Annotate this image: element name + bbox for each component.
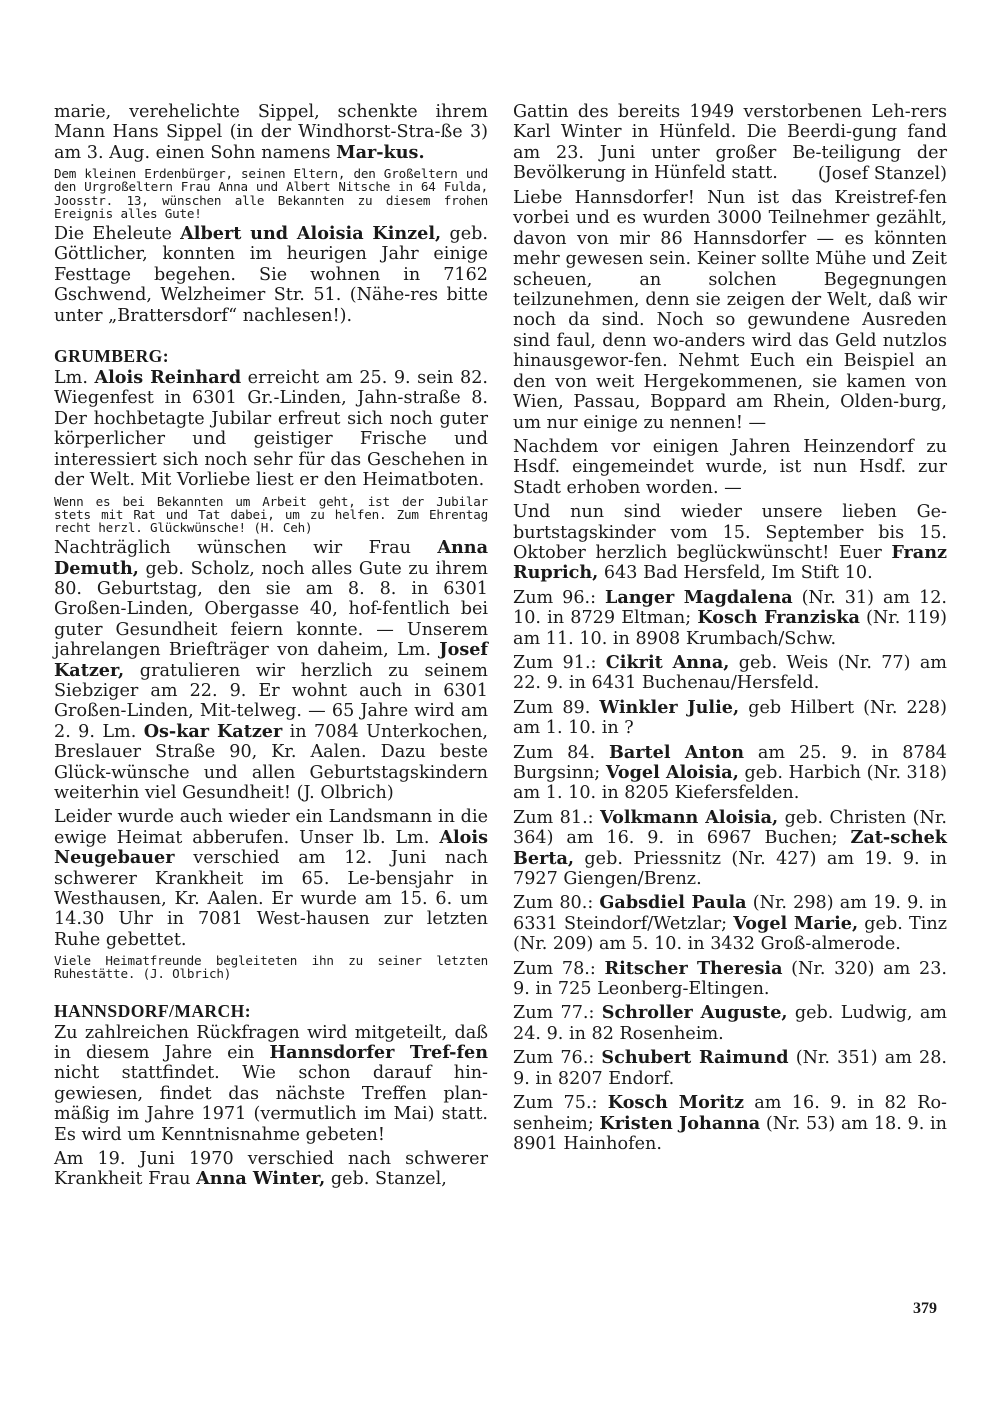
paragraph-neugebauer: Leider wurde auch wieder ein Landsmann in die ewige Heimat abberufen. Unser lb. Lm. Alois Neugebauer verschied am 12. Juni nach schwerer Krankheit im 65. Le-bensjahr in Westhausen, Kr. Aalen. Er wurde am 15. 6. um 14.30 Uhr in 7081 West-hausen zur letzten Ruhe gebettet. xyxy=(54,807,488,950)
birthday-entry-81: Zum 81.: Volkmann Aloisia, geb. Christen (Nr. 364) am 16. 9. in 6967 Buchen; Zat-schek Berta, geb. Priessnitz (Nr. 427) am 19. 9. in 7927 Giengen/Brenz. xyxy=(513,806,948,890)
name-alois-reinhard: Alois Reinhard xyxy=(94,367,242,389)
name-franz-ruprich: Franz Ruprich, xyxy=(513,541,947,584)
name-alois-neugebauer: Alois Neugebauer xyxy=(54,826,488,869)
heading-grumberg: GRUMBERG: xyxy=(54,346,170,367)
paragraph-stadt: Nachdem vor einigen Jahren Heinzendorf zu Hsdf. eingemeindet wurde, ist nun Hsdf. zur Stadt erhoben worden. — xyxy=(513,436,947,498)
birthday-entry-91: Zum 91.: Cikrit Anna, geb. Weis (Nr. 77) am 22. 9. in 6431 Buchenau/Hersfeld. xyxy=(513,651,947,694)
name-josef-katzer: Josef Katzer, xyxy=(54,639,488,681)
left-column xyxy=(54,102,488,1194)
note-reinhard: Wenn es bei Bekannten um Arbeit geht, ist der Jubilar stets mit Rat und Tat dabei, um zu helfen. Zum Ehrentag recht herzl. Glückwünsche! (H. Ceh) xyxy=(54,493,488,535)
paragraph-winter-cont: Gattin des bereits 1949 verstorbenen Leh-rers Karl Winter in Hünfeld. Die Beerdi-gung fand am 23. Juni unter großer Be-teiligung der Bevölkerung in Hünfeld statt. (Josef Stanzel) xyxy=(513,102,947,184)
heading-hannsdorf: HANNSDORF/MARCH: xyxy=(54,1000,251,1021)
name-anna-winter: Anna Winter, xyxy=(196,1168,326,1190)
name-kinzel: Albert und Aloisia Kinzel, xyxy=(180,223,442,245)
name-hannsdorfer-treffen: Hannsdorfer Tref-fen xyxy=(269,1042,489,1064)
paragraph-demuth-katzer: Nachträglich wünschen wir Frau Anna Demuth, geb. Scholz, noch alles Gute zu ihrem 80. Geburtstag, den sie am 8. 8. in 6301 Großen-Linden, Obergasse 40, hof-fentlich bei guter Gesundheit feiern konnte. — Unserem jahrelangen Briefträger von daheim, Lm. Josef Katzer, gratulieren wir herzlich zu seinem Siebziger am 22. 9. Er wohnt auch in 6301 Großen-Linden, Mit-telweg. — 65 Jahre wird am 2. 9. Lm. Os-kar Katzer in 7084 Unterkochen, Breslauer Straße 90, Kr. Aalen. Dazu beste Glück-wünsche und allen Geburtstagskindern weiterhin viel Gesundheit! (J. Olbrich) xyxy=(54,537,488,803)
birthday-entry-80: Zum 80.: Gabsdiel Paula (Nr. 298) am 19. 9. in 6331 Steindorf/Wetzlar; Vogel Marie, geb. Tinz (Nr. 209) am 5. 10. in 3432 Groß-almerode. xyxy=(513,892,947,955)
birthday-entry-75: Zum 75.: Kosch Moritz am 16. 9. in 82 Ro-senheim; Kristen Johanna (Nr. 53) am 18. 9. in 8901 Hainhofen. xyxy=(513,1092,947,1154)
paragraph-geburtstagskinder: Und nun sind wieder unsere lieben Ge-burtstagskinder vom 15. September bis 15. Oktober herzlich beglückwünscht! Euer Franz Ruprich, 643 Bad Hersfeld, Im Stift 10. xyxy=(513,502,947,584)
paragraph-birth-sippel: marie, verehelichte Sippel, schenkte ihrem Mann Hans Sippel (in der Windhorst-Stra-ße 3) am 3. Aug. einen Sohn namens Mar-kus. xyxy=(54,102,488,163)
paragraph-reinhard: Lm. Alois Reinhard erreicht am 25. 9. sein 82. Wiegenfest in 6301 Gr.-Linden, Jahn-straße 8. Der hochbetagte Jubilar erfreut sich noch guter körperlicher und geistiger Frische und interessiert sich noch sehr für das Geschehen in der Welt. Mit Vorliebe liest er den Heimatboten. xyxy=(54,367,488,491)
birthday-entry-78: Zum 78.: Ritscher Theresia (Nr. 320) am 23. 9. in 725 Leonberg-Eltingen. xyxy=(513,957,947,1000)
birthday-entry-76: Zum 76.: Schubert Raimund (Nr. 351) am 28. 9. in 8207 Endorf. xyxy=(513,1047,947,1089)
birthday-entry-96: Zum 96.: Langer Magdalena (Nr. 31) am 12. 10. in 8729 Eltman; Kosch Franziska (Nr. 119) am 11. 10. in 8908 Krumbach/Schw. xyxy=(513,586,947,649)
note-neugebauer: Viele Heimatfreunde begleiteten ihn zu seiner letzten Ruhestätte. (J. Olbrich) xyxy=(54,953,488,982)
name-oskar-katzer: Os-kar Katzer xyxy=(143,720,283,742)
paragraph-kinzel: Die Eheleute Albert und Aloisia Kinzel, geb. Göttlicher, konnten im heurigen Jahr einige Festtage begehen. Sie wohnen in 7162 Gschwend, Welzheimer Str. 51. (Nähe-res bitte unter „Brattersdorf“ nachlesen!). xyxy=(54,223,488,326)
birthday-entry-84: Zum 84. Bartel Anton am 25. 9. in 8784 Burgsinn; Vogel Aloisia, geb. Harbich (Nr. 318) am 1. 10. in 8205 Kiefersfelden. xyxy=(513,741,948,804)
right-column xyxy=(513,102,947,1158)
birthday-entry-77: Zum 77.: Schroller Auguste, geb. Ludwig, am 24. 9. in 82 Rosenheim. xyxy=(513,1002,947,1044)
signature-stanzel: (Josef Stanzel) xyxy=(817,163,947,184)
birthday-entry-89: Zum 89. Winkler Julie, geb Hilbert (Nr. 228) am 1. 10. in ? xyxy=(513,696,947,739)
paragraph-treffen: Zu zahlreichen Rückfragen wird mitgeteilt, daß in diesem Jahre ein Hannsdorfer Tref-fen nicht stattfindet. Wie schon darauf hin-gewiesen, findet das nächste Treffen plan-mäßig im Jahre 1971 (vermutlich im Mai) statt. Es wird um Kenntnisnahme gebeten! xyxy=(54,1022,489,1145)
name-markus: Mar-kus. xyxy=(336,141,425,163)
note-birth-greetings: Dem kleinen Erdenbürger, seinen Eltern, den Großeltern und den Urgroßeltern Frau Anna und Albert Nitsche in 64 Fulda, Joosstr. 13, wünschen alle Bekannten zu diesem frohen Ereignis alles Gute! xyxy=(54,166,488,221)
page-number: 379 xyxy=(913,1300,937,1317)
paragraph-winter: Am 19. Juni 1970 verschied nach schwerer Krankheit Frau Anna Winter, geb. Stanzel, xyxy=(54,1149,488,1190)
paragraph-kreistreffen: Liebe Hannsdorfer! Nun ist das Kreistref-fen vorbei und es wurden 3000 Teilnehmer gezählt, davon von mir 86 Hannsdorfer — es könnten mehr gewesen sein. Keiner sollte Mühe und Zeit scheuen, an solchen Begegnungen teilzunehmen, denn sie zeigen der Welt, daß wir noch da sind. Noch so gewundene Ausreden sind faul, denn wo-anders wird das Geld nutzlos hinausgewor-fen. Nehmt Euch ein Beispiel an den von weit Hergekommenen, sie kamen von Wien, Passau, Boppard am Rhein, Olden-burg, um nur einige zu nennen! — xyxy=(513,188,947,433)
name-anna-demuth: Anna Demuth, xyxy=(54,537,488,579)
